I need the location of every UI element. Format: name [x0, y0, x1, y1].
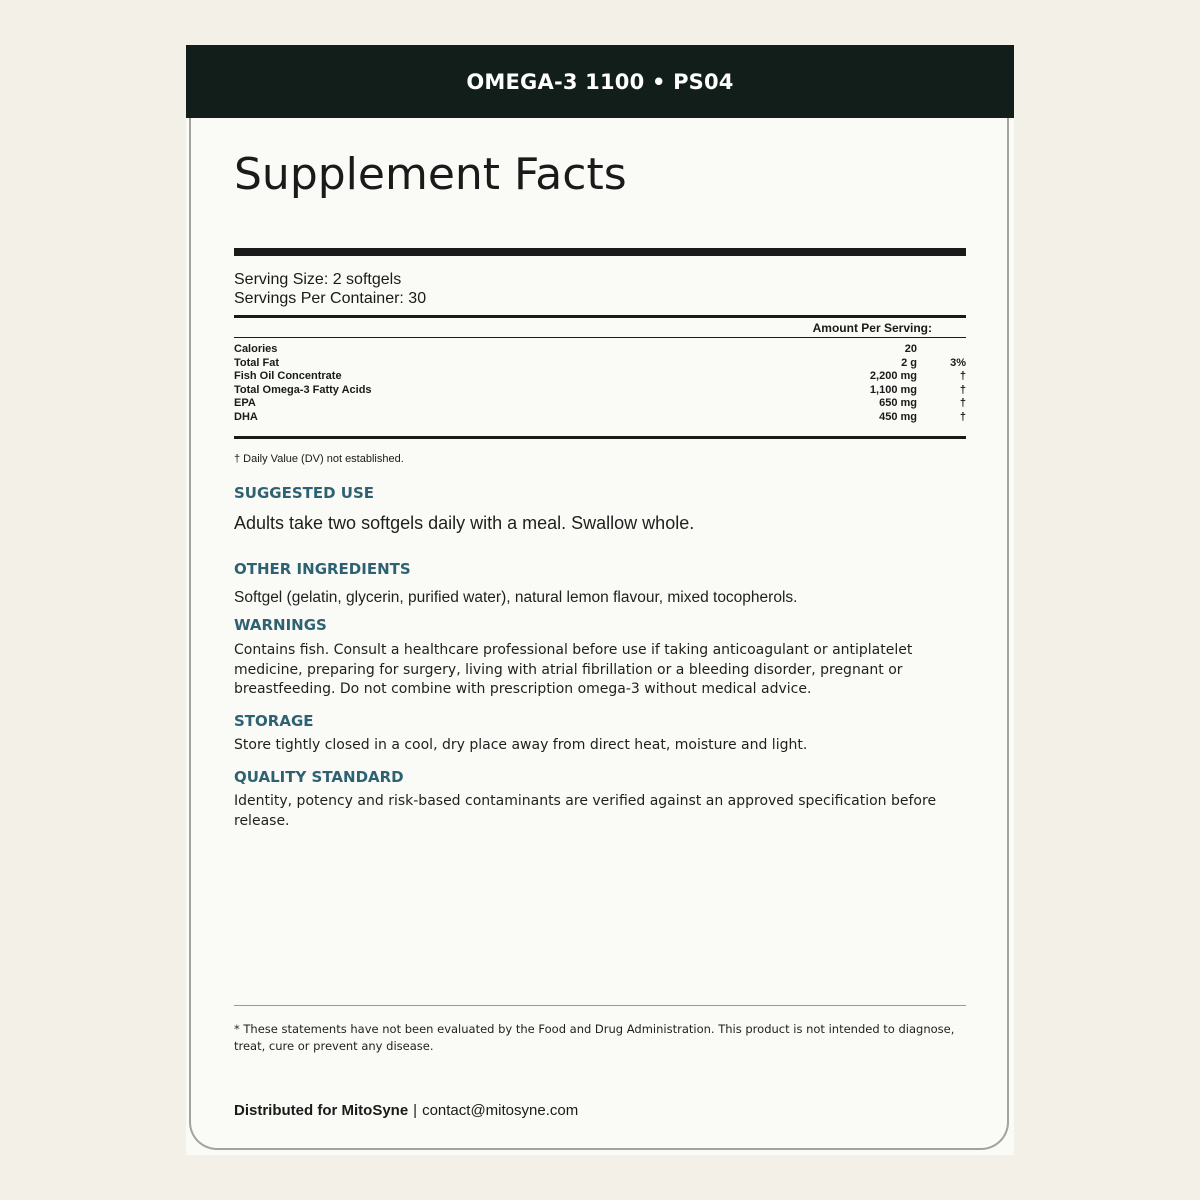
fact-dv: †: [959, 410, 966, 423]
fact-row: [234, 384, 966, 398]
label-header: [186, 45, 1014, 118]
divider: [234, 436, 966, 439]
other-ingredients-text: Softgel (gelatin, glycerin, purified water), natural lemon flavour, mixed tocopherols.: [234, 589, 798, 606]
fact-row: [234, 343, 966, 357]
distributor-name: Distributed for MitoSyne: [234, 1102, 409, 1119]
quality-standard-heading: QUALITY STANDARD: [234, 768, 404, 786]
fact-row: [234, 370, 966, 384]
fact-amount: 650 mg: [879, 397, 917, 409]
serving-info: [234, 270, 426, 308]
fact-row: [234, 397, 966, 411]
thick-divider: [234, 248, 966, 256]
storage-heading: STORAGE: [234, 712, 314, 730]
contact-email[interactable]: contact@mitosyne.com: [422, 1102, 579, 1119]
distributor-line: [234, 1101, 578, 1121]
serving-size: Serving Size: 2 softgels: [234, 271, 402, 288]
supplement-label: [186, 45, 1014, 1155]
warnings-text: Contains fish. Consult a healthcare professional before use if taking anticoagulant or antiplatelet medicine, preparing for surgery, living with atrial fibrillation or a bleeding disorder, pregnant or breastfeeding. Do not combine with prescription omega-3 without medical advice.: [234, 642, 913, 697]
fact-dv: †: [959, 370, 966, 382]
fact-name: Total Fat: [234, 356, 280, 369]
fact-name: Calories: [234, 343, 278, 355]
product-title: OMEGA-3 1100 • PS04: [466, 69, 734, 94]
servings-per-container: Servings Per Container: 30: [234, 290, 427, 307]
fact-dv: †: [959, 383, 966, 396]
fact-dv: †: [959, 397, 966, 409]
fact-row: [234, 357, 966, 371]
dv-note: † Daily Value (DV) not established.: [234, 453, 404, 465]
fact-amount: 20: [904, 343, 917, 355]
separator: |: [413, 1102, 418, 1119]
warnings-heading: WARNINGS: [234, 616, 327, 634]
suggested-use-heading: SUGGESTED USE: [234, 484, 375, 502]
footer-divider: [234, 1005, 966, 1006]
storage-text: Store tightly closed in a cool, dry place away from direct heat, moisture and light.: [234, 737, 808, 753]
facts-title: Supplement Facts: [234, 149, 627, 200]
suggested-use-text: Adults take two softgels daily with a meal. Swallow whole.: [234, 513, 695, 533]
fact-name: DHA: [234, 410, 258, 423]
fact-amount: 1,100 mg: [869, 383, 917, 396]
fact-amount: 2 g: [901, 356, 917, 369]
fact-row: [234, 411, 966, 425]
fact-name: Fish Oil Concentrate: [234, 370, 342, 382]
amount-per-serving-header: Amount Per Serving:: [812, 321, 932, 335]
quality-standard-text: Identity, potency and risk-based contaminants are verified against an approved specification before release.: [234, 793, 937, 829]
thin-divider: [234, 337, 966, 338]
fact-amount: 450 mg: [879, 410, 917, 423]
fact-name: EPA: [234, 397, 256, 409]
facts-table: [234, 343, 966, 424]
fda-disclaimer: * These statements have not been evaluated by the Food and Drug Administration. This product is not intended to diagnose, treat, cure or prevent any disease.: [234, 1022, 955, 1053]
other-ingredients-heading: OTHER INGREDIENTS: [234, 560, 411, 578]
fact-dv: 3%: [950, 356, 966, 369]
fact-amount: 2,200 mg: [869, 370, 917, 382]
fact-name: Total Omega-3 Fatty Acids: [234, 383, 372, 396]
divider: [234, 315, 966, 318]
